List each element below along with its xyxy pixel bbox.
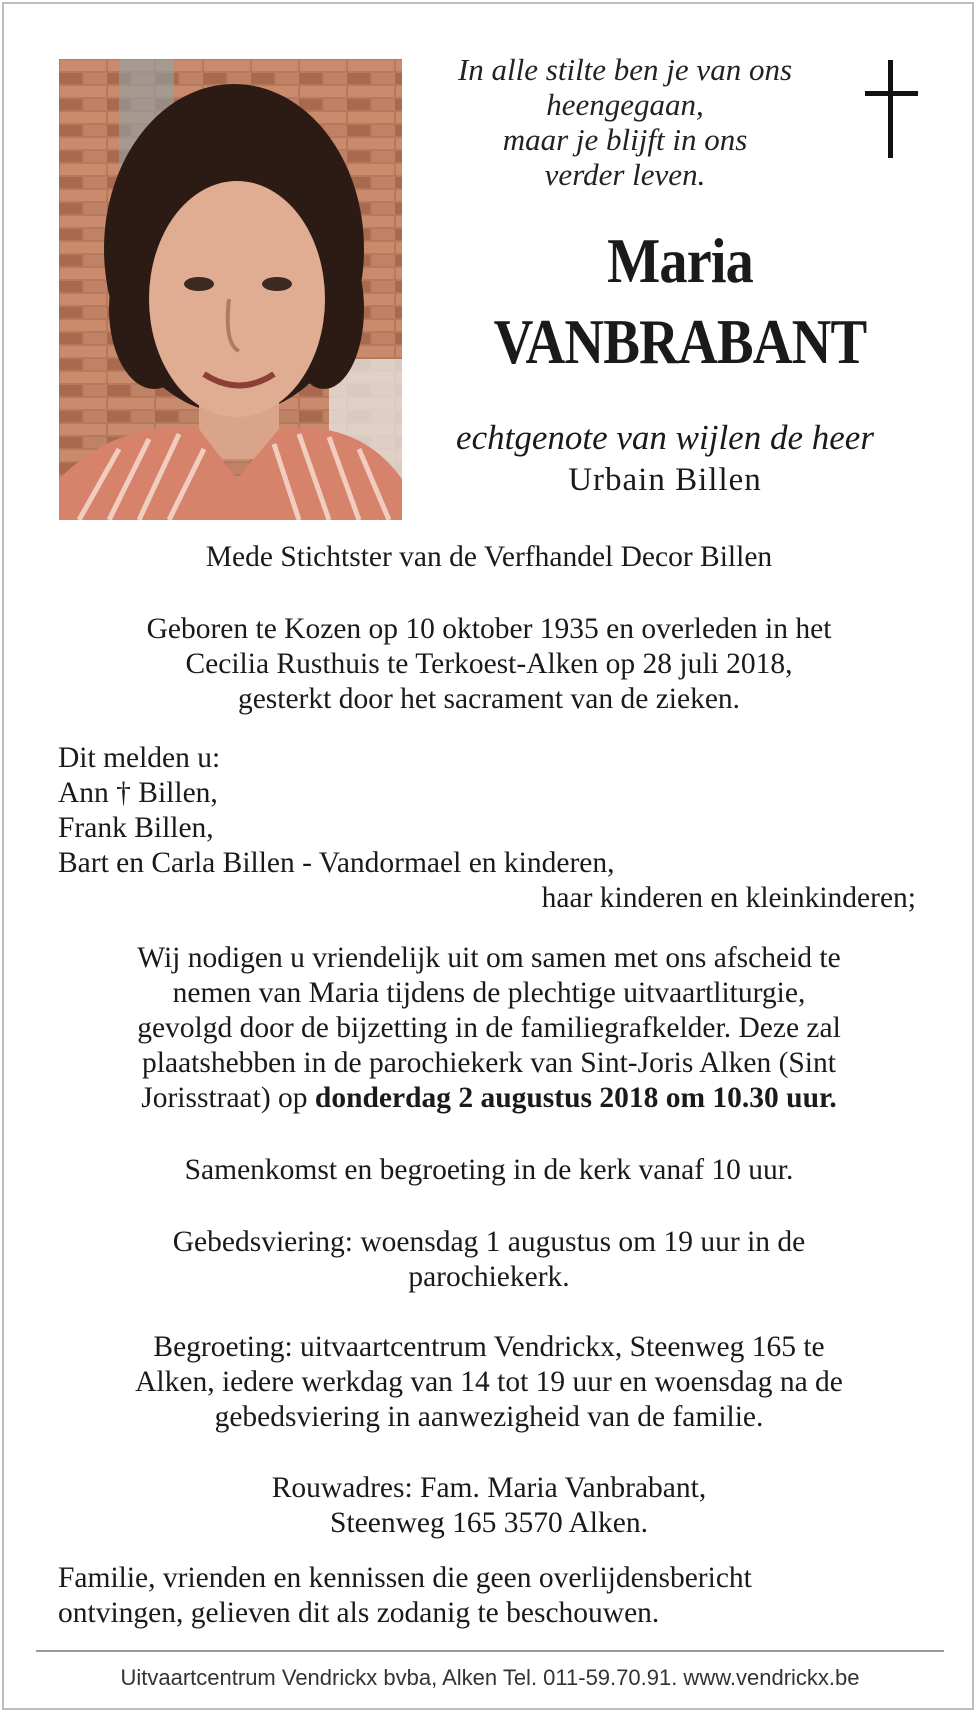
- invitation-last-prefix: Jorisstraat) op: [141, 1082, 315, 1114]
- motto-line: verder leven.: [544, 157, 706, 192]
- motto-line: heengegaan,: [546, 87, 704, 122]
- prayer-service-paragraph: [58, 1225, 920, 1295]
- visitation-line: Begroeting: uitvaartcentrum Vendrickx, Steenweg 165 te: [153, 1331, 825, 1363]
- cross-icon: [862, 60, 922, 160]
- invitation-line: Wij nodigen u vriendelijk uit om samen met ons afscheid te: [137, 942, 841, 974]
- motto-line: maar je blijft in ons: [502, 122, 748, 157]
- announcer-name: Ann † Billen,: [58, 777, 218, 809]
- closing-note-paragraph: [58, 1561, 920, 1631]
- motto-verse: [410, 52, 840, 192]
- portrait-photo: [59, 59, 402, 520]
- birth-death-paragraph: [58, 612, 920, 717]
- invitation-line: plaatshebben in de parochiekerk van Sint-Joris Alken (Sint: [142, 1047, 836, 1079]
- announcers-closing: haar kinderen en kleinkinderen;: [541, 882, 916, 914]
- gathering-line: Samenkomst en begroeting in de kerk vanaf 10 uur.: [184, 1154, 794, 1186]
- visitation-line: Alken, iedere werkdag van 14 tot 19 uur en woensdag na de: [135, 1366, 843, 1398]
- prayer-service-line: parochiekerk.: [408, 1261, 570, 1293]
- founder-line: Mede Stichtster van de Verfhandel Decor Billen: [205, 541, 773, 573]
- announcers-paragraph: [58, 741, 920, 916]
- mourning-address-paragraph: [58, 1471, 920, 1541]
- closing-note-line: Familie, vrienden en kennissen die geen overlijdensbericht: [58, 1562, 752, 1594]
- announcers-intro: Dit melden u:: [58, 742, 221, 774]
- closing-note-line: ontvingen, gelieven dit als zodanig te beschouwen.: [58, 1597, 660, 1629]
- invitation-paragraph: [58, 941, 920, 1116]
- birth-death-line: gesterkt door het sacrament van de zieken.: [237, 683, 741, 715]
- visitation-paragraph: [58, 1330, 920, 1435]
- mourning-address-line: Steenweg 165 3570 Alken.: [330, 1507, 648, 1539]
- spouse-intro: echtgenote van wijlen de heer: [456, 418, 874, 457]
- funeral-home-footer: Uitvaartcentrum Vendrickx bvba, Alken Tel. 011-59.70.91. www.vendrickx.be: [120, 1665, 860, 1690]
- service-date-time: donderdag 2 augustus 2018 om 10.30 uur.: [314, 1082, 837, 1114]
- spouse-name: Urbain Billen: [568, 462, 762, 498]
- birth-death-line: Geboren te Kozen op 10 oktober 1935 en overleden in het: [146, 613, 832, 645]
- footer-divider: [36, 1650, 944, 1652]
- announcer-name: Bart en Carla Billen - Vandormael en kinderen,: [58, 847, 615, 879]
- motto-line: In alle stilte ben je van ons: [457, 52, 793, 87]
- deceased-first-name: Maria: [607, 225, 753, 296]
- visitation-line: gebedsviering in aanwezigheid van de familie.: [214, 1401, 764, 1433]
- prayer-service-line: Gebedsviering: woensdag 1 augustus om 19 uur in de: [172, 1226, 806, 1258]
- deceased-last-name: VANBRABANT: [493, 306, 867, 377]
- invitation-last-line: [58, 1081, 920, 1116]
- announcer-name: Frank Billen,: [58, 812, 214, 844]
- mourning-address-line: Rouwadres: Fam. Maria Vanbrabant,: [271, 1472, 707, 1504]
- birth-death-line: Cecilia Rusthuis te Terkoest-Alken op 28 juli 2018,: [185, 648, 793, 680]
- invitation-line: gevolgd door de bijzetting in de familiegrafkelder. Deze zal: [137, 1012, 841, 1044]
- invitation-line: nemen van Maria tijdens de plechtige uitvaartliturgie,: [172, 977, 806, 1009]
